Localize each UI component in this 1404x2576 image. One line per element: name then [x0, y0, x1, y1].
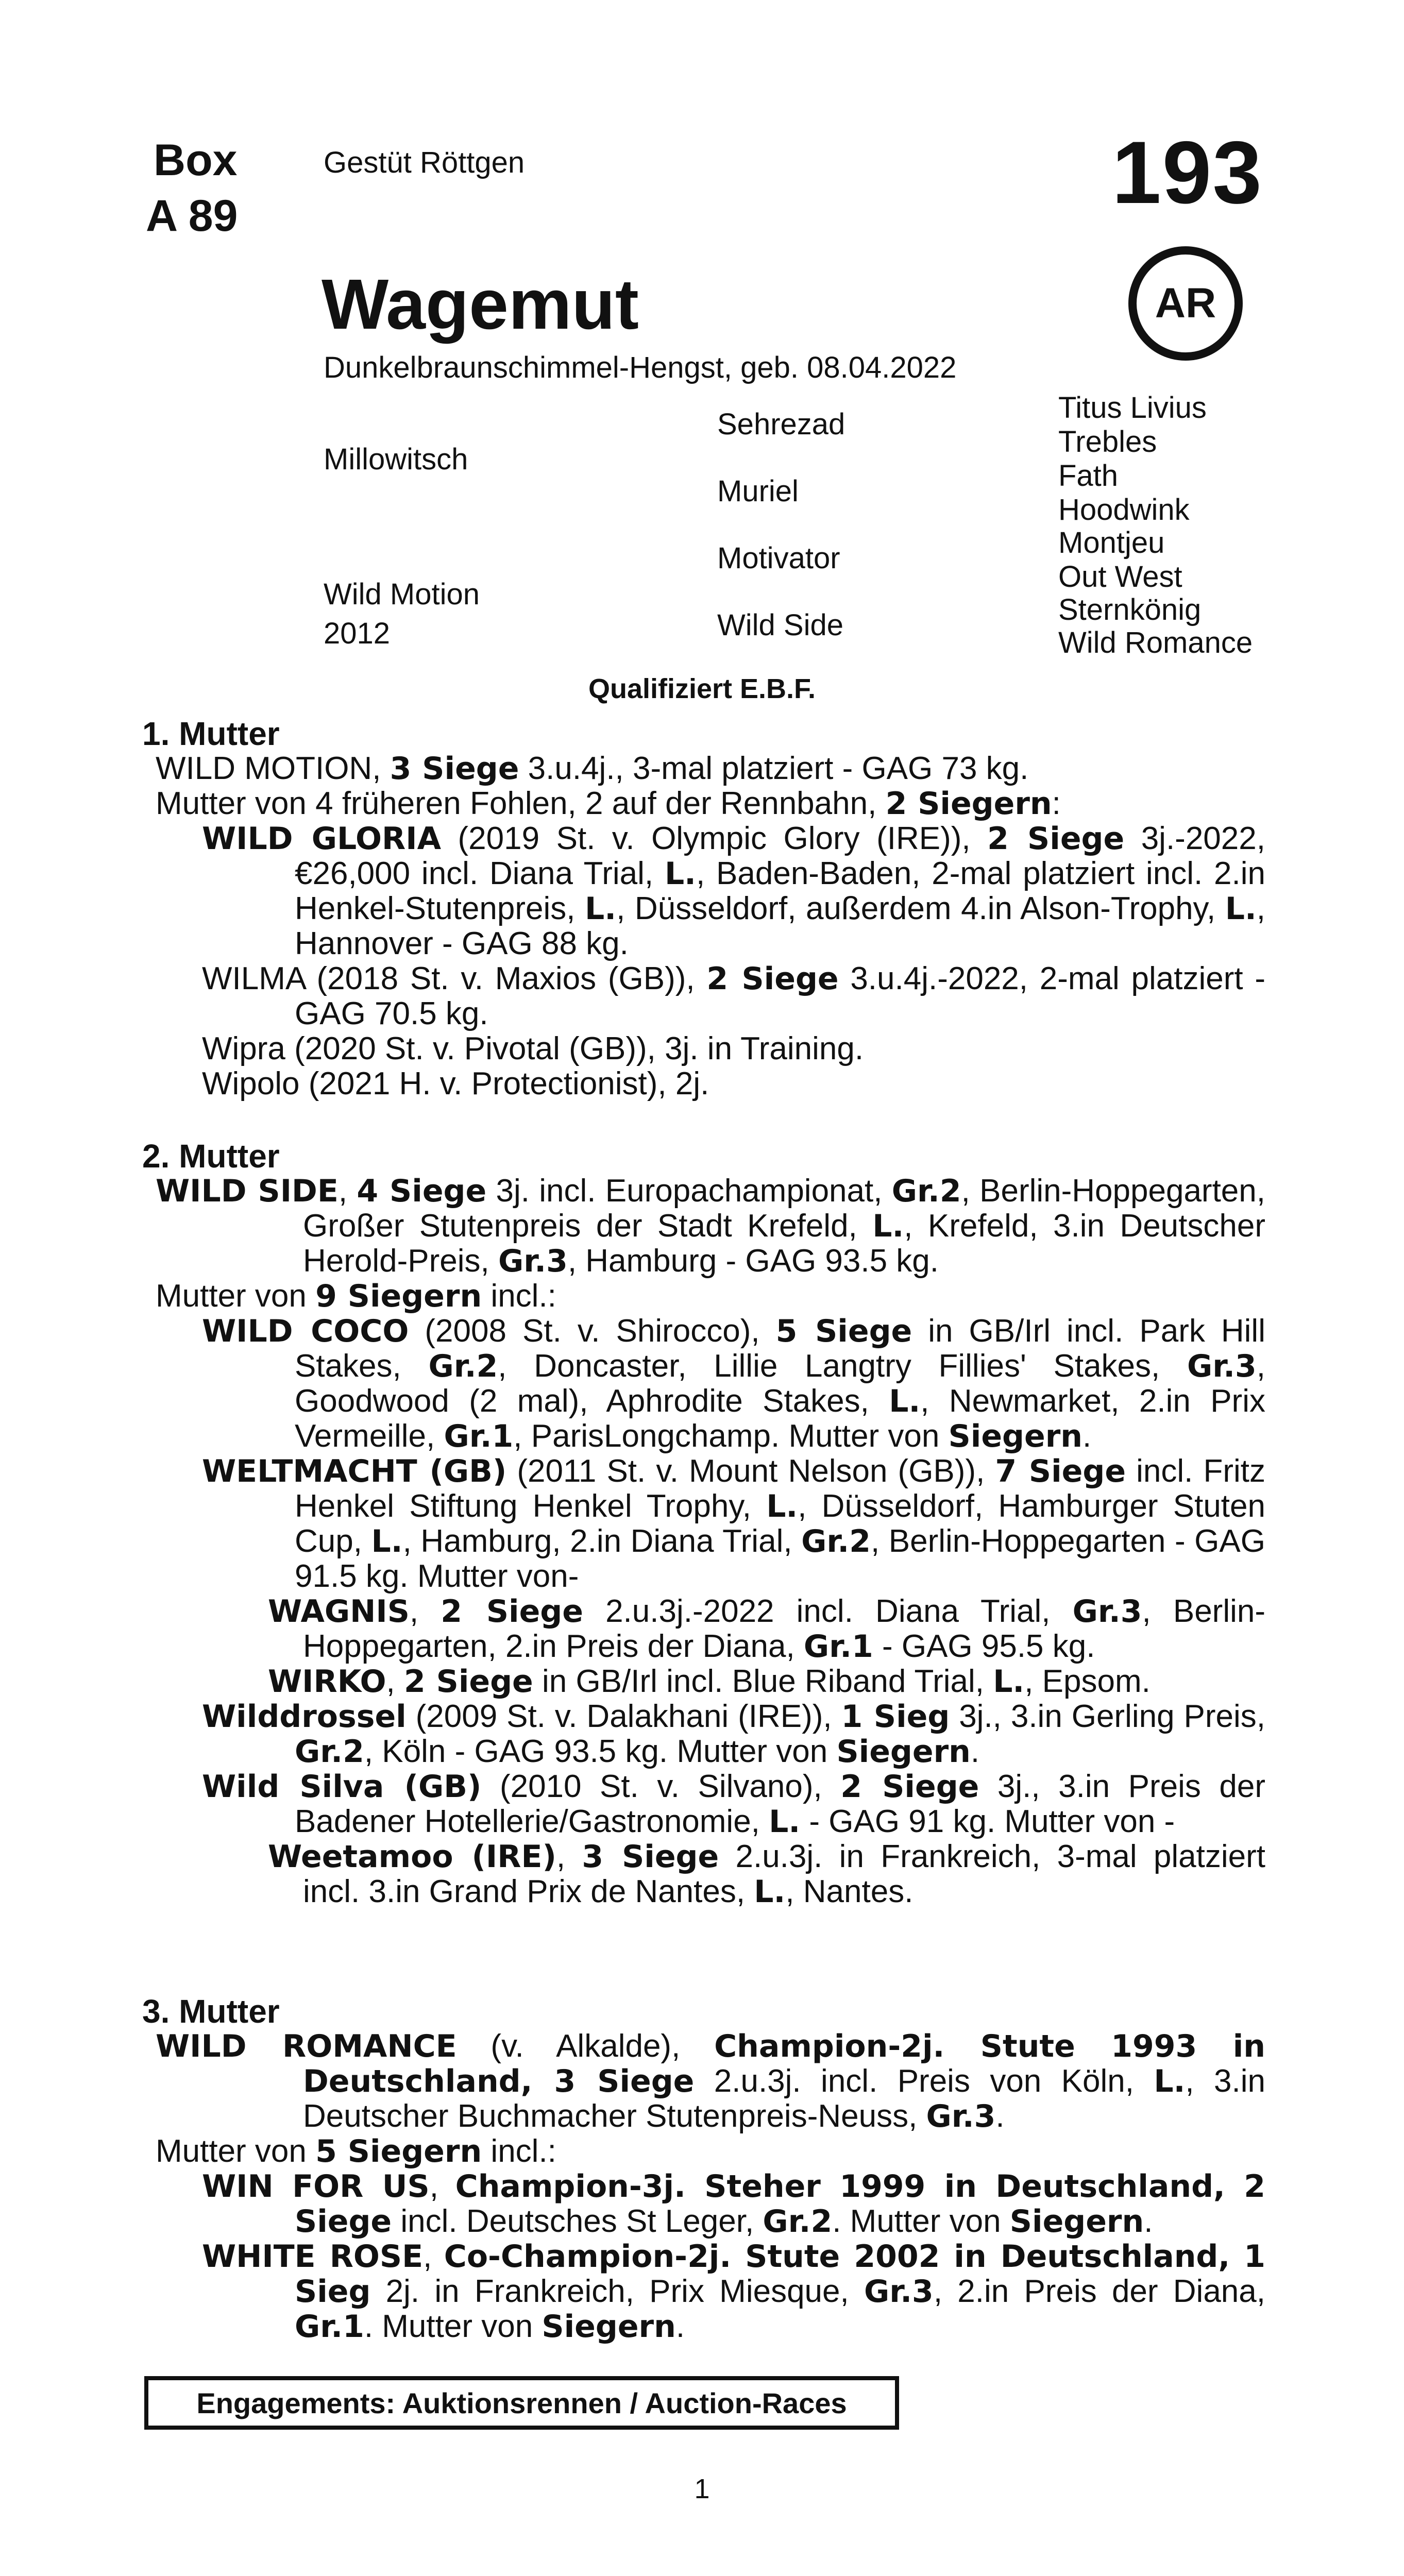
horse-name: Wagemut	[322, 265, 639, 344]
pedigree-sire: Millowitsch	[324, 443, 468, 476]
pedigree-dam-dam: Wild Side	[717, 608, 843, 642]
engagements-text: Engagements: Auktionsrennen / Auction-Races	[196, 2386, 847, 2419]
pedigree-g5: Montjeu	[1058, 526, 1165, 560]
ar-badge	[1128, 246, 1243, 361]
first-dam-line: WILD MOTION, 3 Siege 3.u.4j., 3-mal platziert - GAG 73 kg.	[156, 751, 1029, 787]
second-dam-produce-line: Mutter von 9 Siegern incl.:	[156, 1278, 556, 1314]
produce-weetamoo: Weetamoo (IRE), 3 Siege 2.u.3j. in Frankreich, 3-mal platziert incl. 3.in Grand Prix de Nantes, L., Nantes.	[268, 1839, 1265, 1910]
produce-weltmacht: WELTMACHT (GB) (2011 St. v. Mount Nelson (GB)), 7 Siege incl. Fritz Henkel Stiftung Henkel Trophy, L., Düsseldorf, Hamburger Stuten Cup, L., Hamburg, 2.in Diana Trial, Gr.2, Berlin-Hoppegarten - GAG 91.5 kg. Mutter von-	[202, 1453, 1265, 1594]
third-dam-heading: 3. Mutter	[142, 1993, 280, 2030]
third-dam-line: WILD ROMANCE (v. Alkalde), Champion-2j. Stute 1993 in Deutschland, 3 Siege 2.u.3j. incl. Preis von Köln, L., 3.in Deutscher Buchmacher Stutenpreis-Neuss, Gr.3.	[156, 2028, 1266, 2134]
pedigree-dam-year: 2012	[324, 617, 391, 650]
produce-wipolo: Wipolo (2021 H. v. Protectionist), 2j.	[202, 1066, 709, 1101]
third-dam-produce-line: Mutter von 5 Siegern incl.:	[156, 2133, 556, 2170]
pedigree-g7: Sternkönig	[1058, 593, 1202, 626]
engagements-box	[144, 2376, 899, 2430]
produce-wirko: WIRKO, 2 Siege in GB/Irl incl. Blue Riband Trial, L., Epsom.	[268, 1664, 1151, 1700]
pedigree-g2: Trebles	[1058, 425, 1157, 459]
page-number: 1	[694, 2473, 710, 2504]
produce-white-rose: WHITE ROSE, Co-Champion-2j. Stute 2002 in Deutschland, 1 Sieg 2j. in Frankreich, Prix Miesque, Gr.3, 2.in Preis der Diana, Gr.1. Mutter von Siegern.	[202, 2239, 1266, 2345]
pedigree-g6: Out West	[1058, 560, 1182, 594]
box-number: A 89	[146, 191, 238, 241]
first-dam-produce-line: Mutter von 4 früheren Fohlen, 2 auf der Rennbahn, 2 Siegern:	[156, 786, 1061, 822]
pedigree-g1: Titus Livius	[1058, 391, 1207, 425]
first-dam-heading: 1. Mutter	[142, 715, 280, 752]
produce-win-for-us: WIN FOR US, Champion-3j. Steher 1999 in Deutschland, 2 Siege incl. Deutsches St Leger, Gr.2. Mutter von Siegern.	[202, 2168, 1265, 2240]
second-dam-line: WILD SIDE, 4 Siege 3j. incl. Europachampionat, Gr.2, Berlin-Hoppegarten, Großer Stutenpreis der Stadt Krefeld, L., Krefeld, 3.in Deutscher Herold-Preis, Gr.3, Hamburg - GAG 93.5 kg.	[156, 1173, 1265, 1279]
lot-number: 193	[1112, 123, 1263, 222]
pedigree-dam-sire: Motivator	[717, 541, 840, 575]
produce-wild-coco: WILD COCO (2008 St. v. Shirocco), 5 Siege in GB/Irl incl. Park Hill Stakes, Gr.2, Doncaster, Lillie Langtry Fillies' Stakes, Gr.3, Goodwood (2 mal), Aphrodite Stakes, L., Newmarket, 2.in Prix Vermeille, Gr.1, ParisLongchamp. Mutter von Siegern.	[202, 1313, 1266, 1454]
produce-wild-gloria: WILD GLORIA (2019 St. v. Olympic Glory (IRE)), 2 Siege 3j.-2022, €26,000 incl. Diana Trial, L., Baden-Baden, 2-mal platziert incl. 2.in Henkel-Stutenpreis, L., Düsseldorf, außerdem 4.in Alson-Trophy, L., Hannover - GAG 88 kg.	[202, 821, 1266, 961]
qualification: Qualifiziert E.B.F.	[588, 673, 816, 704]
ar-badge-text: AR	[1155, 280, 1216, 327]
produce-wipra: Wipra (2020 St. v. Pivotal (GB)), 3j. in Training.	[202, 1031, 864, 1066]
produce-wilma: WILMA (2018 St. v. Maxios (GB)), 2 Siege 3.u.4j.-2022, 2-mal platziert - GAG 70.5 kg.	[202, 961, 1265, 1031]
produce-wild-silva: Wild Silva (GB) (2010 St. v. Silvano), 2 Siege 3j., 3.in Preis der Badener Hotellerie/Gastronomie, L. - GAG 91 kg. Mutter von -	[202, 1769, 1265, 1840]
first-dam-section	[142, 716, 1265, 1101]
pedigree-sire-sire: Sehrezad	[717, 408, 845, 441]
pedigree-g4: Hoodwink	[1058, 493, 1190, 527]
box-label: Box	[154, 135, 238, 185]
pedigree-g8: Wild Romance	[1058, 626, 1253, 659]
produce-wilddrossel: Wilddrossel (2009 St. v. Dalakhani (IRE)), 1 Sieg 3j., 3.in Gerling Preis, Gr.2, Köln - GAG 93.5 kg. Mutter von Siegern.	[202, 1699, 1265, 1770]
second-dam-heading: 2. Mutter	[142, 1138, 280, 1175]
horse-description: Dunkelbraunschimmel-Hengst, geb. 08.04.2022	[324, 351, 957, 384]
pedigree-dam: Wild Motion	[324, 578, 480, 611]
pedigree-sire-dam: Muriel	[717, 474, 799, 508]
produce-wagnis: WAGNIS, 2 Siege 2.u.3j.-2022 incl. Diana Trial, Gr.3, Berlin-Hoppegarten, 2.in Preis der Diana, Gr.1 - GAG 95.5 kg.	[268, 1594, 1265, 1665]
third-dam-section	[142, 1994, 1265, 2344]
second-dam-section	[142, 1139, 1265, 1909]
pedigree-g3: Fath	[1058, 459, 1119, 493]
breeder: Gestüt Röttgen	[324, 146, 525, 179]
